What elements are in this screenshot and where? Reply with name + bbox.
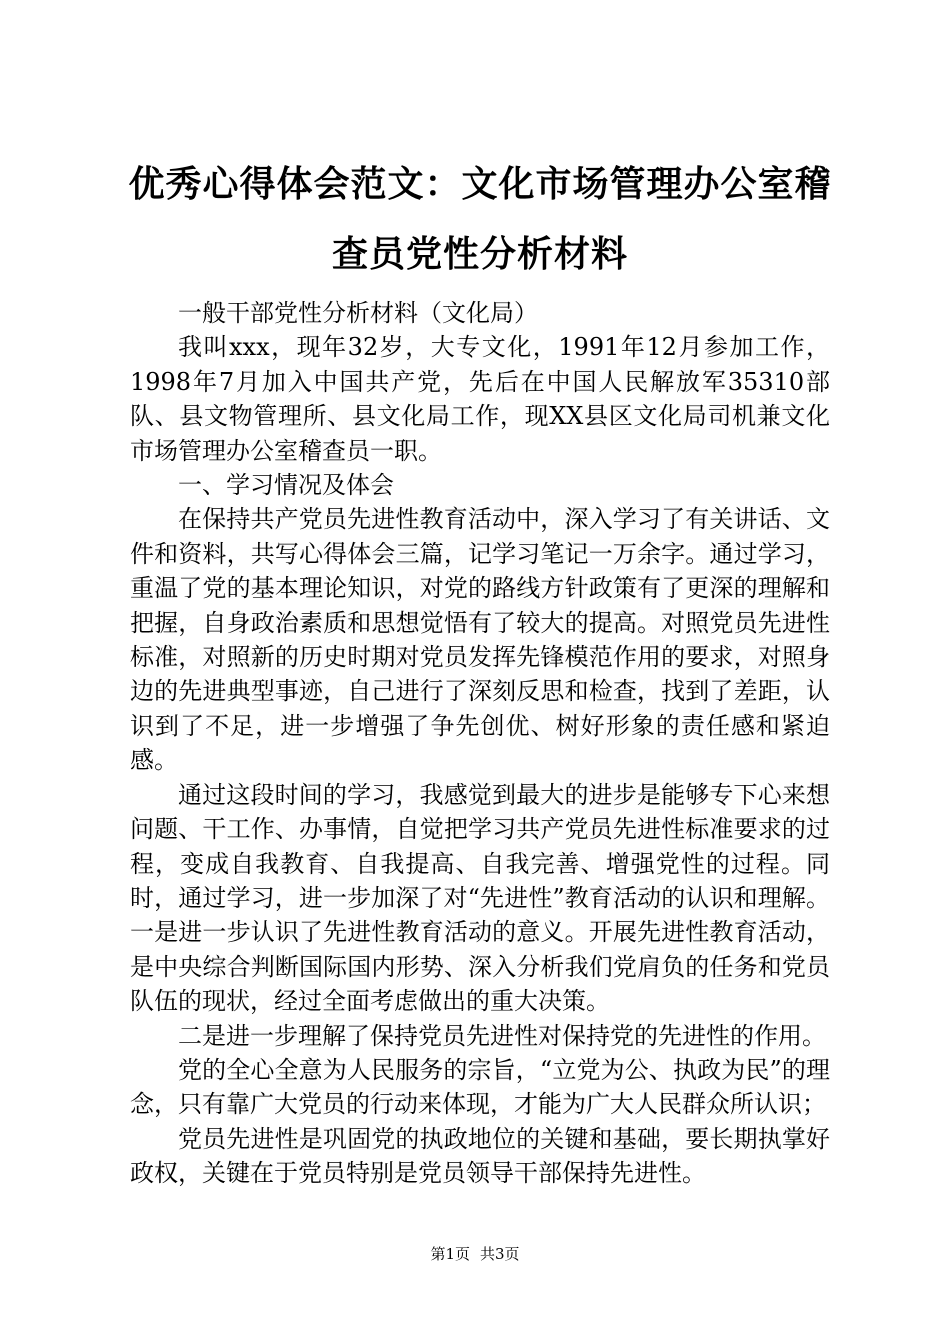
page-number: 第1页 xyxy=(430,1245,470,1263)
paragraph: 通过这段时间的学习，我感觉到最大的进步是能够专下心来想问题、干工作、办事情，自觉把学习共产党员先进性标准要求的过程，变成自我教育、自我提高、自我完善、增强党性的过程。同时，通过学习，进一步加深了对“先进性”教育活动的认识和理解。一是进一步认识了先进性教育活动的意义。开展先进性教育活动，是中央综合判断国际国内形势、深入分析我们党肩负的任务和党员队伍的现状，经过全面考虑做出的重大决策。 xyxy=(130,780,830,1016)
paragraph: 党的全心全意为人民服务的宗旨，“立党为公、执政为民”的理念，只有靠广大党员的行动来体现，才能为广大人民群众所认识； xyxy=(130,1055,830,1119)
page-total: 共3页 xyxy=(480,1245,520,1263)
page-footer xyxy=(0,1243,950,1265)
paragraph-intro: 我叫xxx，现年32岁，大专文化，1991年12月参加工作，1998年7月加入中国共产党，先后在中国人民解放军35310部队、县文物管理所、县文化局工作，现XX县区文化局司机兼文化市场管理办公室稽查员一职。 xyxy=(130,333,830,465)
paragraph: 在保持共产党员先进性教育活动中，深入学习了有关讲话、文件和资料，共写心得体会三篇，记学习笔记一万余字。通过学习，重温了党的基本理论知识，对党的路线方针政策有了更深的理解和把握，自身政治素质和思想觉悟有了较大的提高。对照党员先进性标准，对照新的历史时期对党员发挥先锋模范作用的要求，对照身边的先进典型事迹，自己进行了深刻反思和检查，找到了差距，认识到了不足，进一步增强了争先创优、树好形象的责任感和紧迫感。 xyxy=(130,505,830,775)
document-body xyxy=(130,296,830,1191)
paragraph: 党员先进性是巩固党的执政地位的关键和基础，要长期执掌好政权，关键在于党员特别是党员领导干部保持先进性。 xyxy=(130,1124,830,1188)
document-title: 优秀心得体会范文：文化市场管理办公室稽查员党性分析材料 xyxy=(128,164,832,275)
paragraph-subtitle: 一般干部党性分析材料（文化局） xyxy=(178,299,538,327)
paragraph: 二是进一步理解了保持党员先进性对保持党的先进性的作用。 xyxy=(178,1021,826,1050)
section-heading: 一、学习情况及体会 xyxy=(178,471,394,500)
